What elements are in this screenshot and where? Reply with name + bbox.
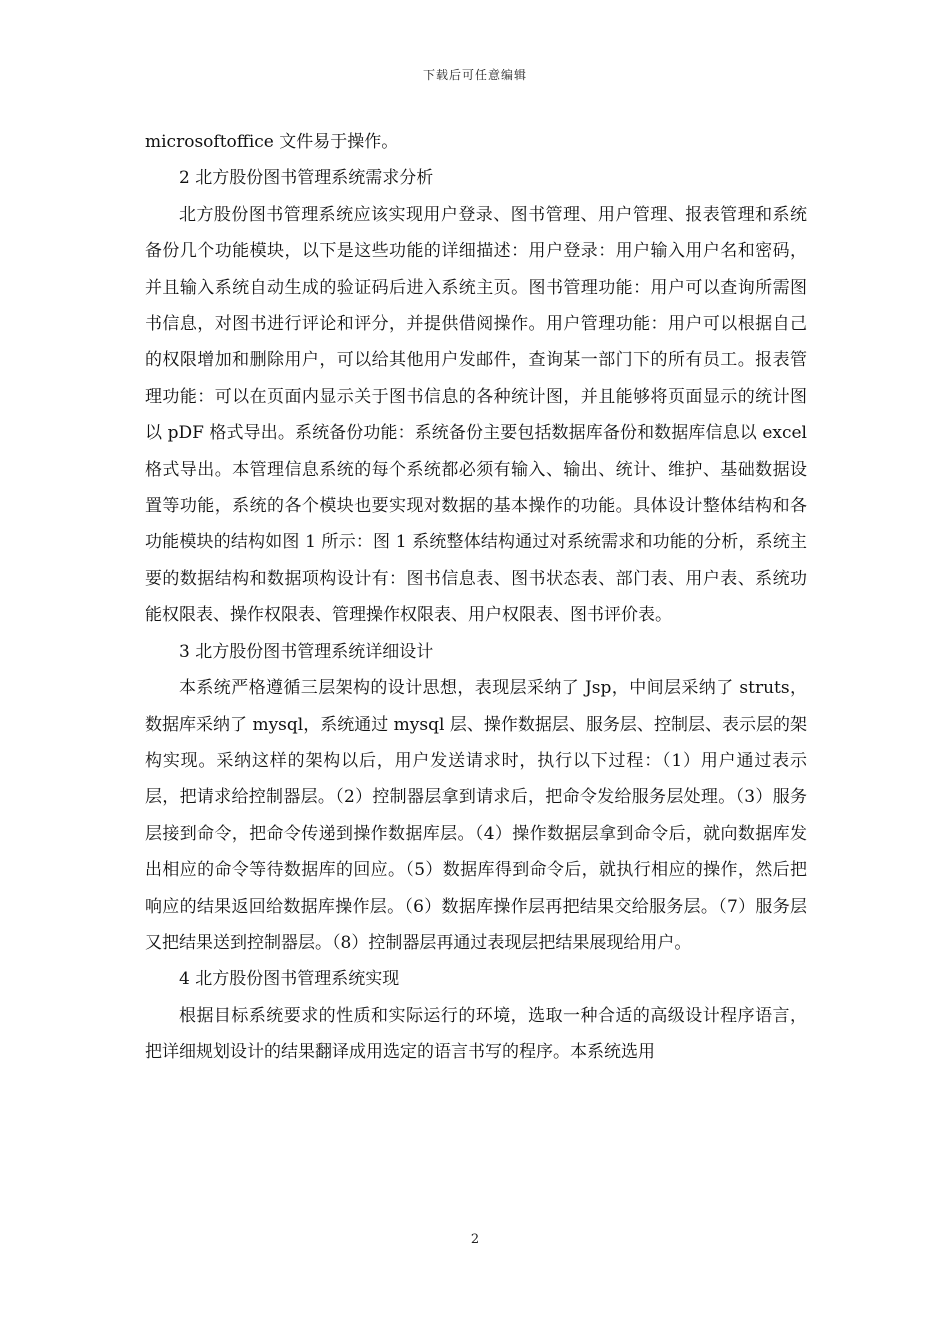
page-number: 2 — [470, 1232, 480, 1247]
paragraph-design: 本系统严格遵循三层架构的设计思想，表现层采纳了 Jsp，中间层采纳了 struts，数据库采纳了 mysql，系统通过 mysql 层、操作数据层、服务层、控制层、表示层的架构实现。采纳这样的架构以后，用户发送请求时，执行以下过程：（1）用户通过表示层，把请求给控制器层。（2）控制器层拿到请求后，把命令发给服务层处理。（3）服务层接到命令，把命令传递到操作数据库层。（4）操作数据层拿到命令后，就向数据库发出相应的命令等待数据库的回应。（5）数据库得到命令后，就执行相应的操作，然后把响应的结果返回给数据库操作层。（6）数据库操作层再把结果交给服务层。（7）服务层又把结果送到控制器层。（8）控制器层再通过表现层把结果展现给用户。 — [145, 678, 807, 953]
paragraph-continuation: microsoftoffice 文件易于操作。 — [145, 132, 399, 152]
paragraph-implementation: 根据目标系统要求的性质和实际运行的环境，选取一种合适的高级设计程序语言，把详细规划设计的结果翻译成用选定的语言书写的程序。本系统选用 — [145, 1005, 807, 1063]
paragraph-requirements: 北方股份图书管理系统应该实现用户登录、图书管理、用户管理、报表管理和系统备份几个功能模块，以下是这些功能的详细描述：用户登录：用户输入用户名和密码，并且输入系统自动生成的验证码后进入系统主页。图书管理功能：用户可以查询所需图书信息，对图书进行评论和评分，并提供借阅操作。用户管理功能：用户可以根据自己的权限增加和删除用户，可以给其他用户发邮件，查询某一部门下的所有员工。报表管理功能：可以在页面内显示关于图书信息的各种统计图，并且能够将页面显示的统计图以 pDF 格式导出。系统备份功能：系统备份主要包括数据库备份和数据库信息以 excel 格式导出。本管理信息系统的每个系统都必须有输入、输出、统计、维护、基础数据设置等功能，系统的各个模块也要实现对数据的基本操作的功能。具体设计整体结构和各功能模块的结构如图 1 所示：图 1 系统整体结构通过对系统需求和功能的分析，系统主要的数据结构和数据项构设计有：图书信息表、图书状态表、部门表、用户表、系统功能权限表、操作权限表、管理操作权限表、用户权限表、图书评价表。 — [145, 204, 807, 626]
page-header: 下载后可任意编辑 — [422, 68, 527, 82]
section-heading-3: 3 北方股份图书管理系统详细设计 — [179, 641, 434, 662]
document-body — [145, 124, 807, 1071]
section-heading-2: 2 北方股份图书管理系统需求分析 — [179, 168, 434, 189]
section-heading-4: 4 北方股份图书管理系统实现 — [179, 969, 400, 990]
